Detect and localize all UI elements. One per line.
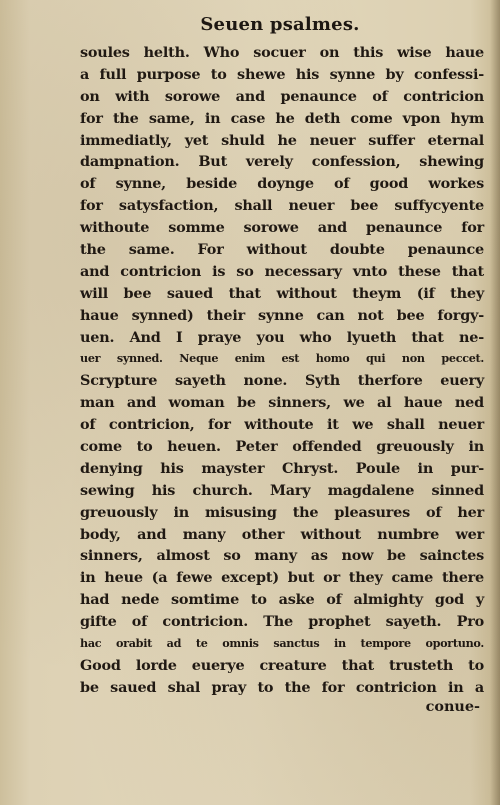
text-line: on with sorowe and penaunce of contricion (80, 87, 484, 105)
text-line: dampnation. But verely confession, shewing (80, 153, 484, 171)
text-line: Good lorde euerye creature that trusteth to (80, 656, 484, 674)
text-line: in heue (a fewe except) but or they came there (80, 569, 484, 587)
running-head: Seuen psalmes. (200, 14, 360, 35)
text-line: body, and many other without numbre wer (80, 525, 484, 543)
text-line: immediatly, yet shuld he neuer suffer eternal (80, 131, 484, 149)
text-line: will bee saued that without theym (if they (80, 284, 484, 302)
text-line: denying his mayster Chryst. Poule in pur- (80, 459, 484, 477)
text-line: haue synned) their synne can not bee forgy- (80, 306, 484, 324)
text-line: had nede somtime to aske of almighty god y (80, 591, 484, 609)
text-line: come to heuen. Peter offended greuously in (80, 438, 484, 456)
latin-quotation-line: hac orabit ad te omnis sanctus in tempore oportuno. (80, 636, 484, 651)
text-line: Scrypture sayeth none. Syth therfore euery (80, 372, 484, 390)
catchword: conue- (425, 698, 480, 715)
text-line: of contricion, for withoute it we shall neuer (80, 416, 484, 434)
text-line: for the same, in case he deth come vpon hym (80, 109, 484, 127)
text-line: sewing his church. Mary magdalene sinned (80, 481, 484, 499)
text-line: and contricion is so necessary vnto these that (80, 262, 484, 280)
text-line: the same. For without doubte penaunce (80, 241, 484, 259)
text-line: withoute somme sorowe and penaunce for (80, 219, 484, 237)
text-line: of synne, beside doynge of good workes (80, 175, 484, 193)
text-line: man and woman be sinners, we al haue ned (80, 394, 484, 412)
text-line: a full purpose to shewe his synne by confessi- (80, 65, 484, 83)
page-edge-shadow (490, 0, 500, 805)
text-line: for satysfaction, shall neuer bee suffycyente (80, 197, 484, 215)
body-text (80, 42, 484, 699)
text-line: be saued shal pray to the for contricion in a (80, 678, 484, 696)
text-line: uen. And I praye you who lyueth that ne- (80, 328, 484, 346)
latin-quotation-line: uer synned. Neque enim est homo qui non peccet. (80, 351, 484, 366)
text-line: gifte of contricion. The prophet sayeth. Pro (80, 613, 484, 631)
text-line: soules helth. Who socuer on this wise haue (80, 44, 484, 61)
text-line: sinners, almost so many as now be sainctes (80, 547, 484, 565)
text-line: greuously in misusing the pleasures of her (80, 503, 484, 521)
